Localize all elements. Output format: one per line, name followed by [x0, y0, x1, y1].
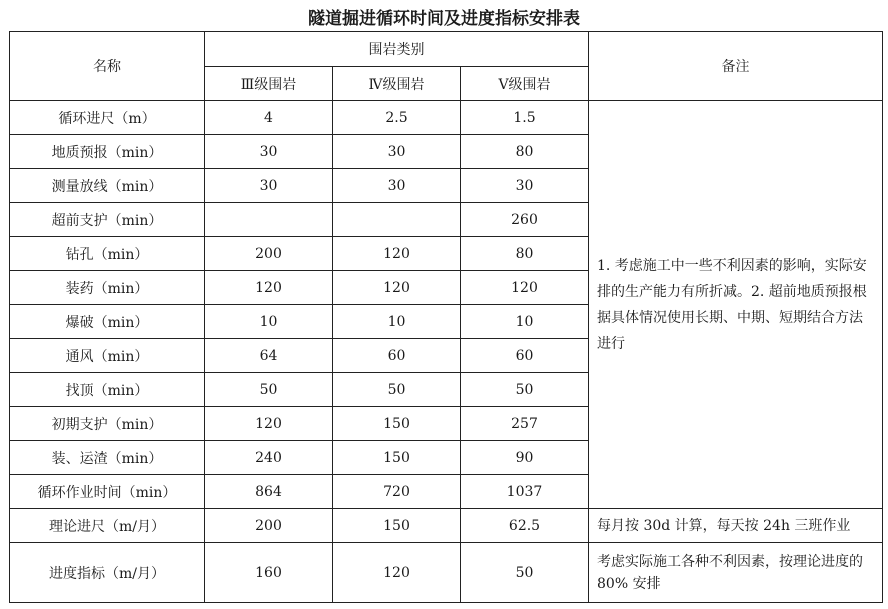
cell-grade-3: 240 [205, 441, 333, 475]
table-row [10, 101, 883, 135]
header-grade-3: Ⅲ级围岩 [205, 67, 333, 101]
header-grade-5: Ⅴ级围岩 [461, 67, 589, 101]
row-name: 装、运渣（min） [10, 441, 205, 475]
cell-grade-3: 64 [205, 339, 333, 373]
cell-grade-4: 150 [333, 407, 461, 441]
cell-grade-5: 1037 [461, 475, 589, 509]
cell-grade-4: 30 [333, 169, 461, 203]
cell-grade-5: 120 [461, 271, 589, 305]
cell-grade-4 [333, 203, 461, 237]
cell-grade-3: 160 [205, 543, 333, 603]
cell-grade-4: 150 [333, 509, 461, 543]
cell-grade-3: 120 [205, 407, 333, 441]
row-name: 测量放线（min） [10, 169, 205, 203]
row-name: 钻孔（min） [10, 237, 205, 271]
cell-grade-5: 1.5 [461, 101, 589, 135]
cell-grade-5: 30 [461, 169, 589, 203]
cell-grade-4: 120 [333, 543, 461, 603]
cell-grade-3: 200 [205, 237, 333, 271]
remark-progress: 考虑实际施工各种不利因素，按理论进度的 80% 安排 [589, 543, 883, 603]
cell-grade-5: 260 [461, 203, 589, 237]
cell-grade-5: 80 [461, 237, 589, 271]
cell-grade-5: 50 [461, 373, 589, 407]
cell-grade-4: 720 [333, 475, 461, 509]
header-rock-category: 围岩类别 [205, 32, 589, 67]
header-grade-4: Ⅳ级围岩 [333, 67, 461, 101]
row-name: 爆破（min） [10, 305, 205, 339]
table-row [10, 543, 883, 603]
row-name: 初期支护（min） [10, 407, 205, 441]
cell-grade-4: 120 [333, 237, 461, 271]
table-title: 隧道掘进循环时间及进度指标安排表 [308, 9, 580, 29]
cell-grade-4: 2.5 [333, 101, 461, 135]
cell-grade-4: 10 [333, 305, 461, 339]
table-row [10, 509, 883, 543]
cell-grade-3: 10 [205, 305, 333, 339]
header-name: 名称 [10, 32, 205, 101]
row-name: 理论进尺（m/月） [10, 509, 205, 543]
cell-grade-4: 120 [333, 271, 461, 305]
cell-grade-5: 80 [461, 135, 589, 169]
cell-grade-3 [205, 203, 333, 237]
cell-grade-3: 30 [205, 169, 333, 203]
cell-grade-3: 200 [205, 509, 333, 543]
cell-grade-4: 150 [333, 441, 461, 475]
cell-grade-4: 50 [333, 373, 461, 407]
cell-grade-3: 4 [205, 101, 333, 135]
cell-grade-3: 864 [205, 475, 333, 509]
cell-grade-5: 10 [461, 305, 589, 339]
remark-cycle: 1. 考虑施工中一些不利因素的影响，实际安排的生产能力有所折减。2. 超前地质预报根据具体情况使用长期、中期、短期结合方法进行 [589, 101, 883, 509]
cell-grade-3: 120 [205, 271, 333, 305]
schedule-table [9, 31, 883, 603]
cell-grade-5: 60 [461, 339, 589, 373]
cell-grade-3: 30 [205, 135, 333, 169]
row-name: 找顶（min） [10, 373, 205, 407]
row-name: 循环作业时间（min） [10, 475, 205, 509]
cell-grade-5: 62.5 [461, 509, 589, 543]
cell-grade-4: 60 [333, 339, 461, 373]
cell-grade-3: 50 [205, 373, 333, 407]
row-name: 装药（min） [10, 271, 205, 305]
remark-theory: 每月按 30d 计算，每天按 24h 三班作业 [589, 509, 883, 543]
header-remark: 备注 [589, 32, 883, 101]
row-name: 循环进尺（m） [10, 101, 205, 135]
row-name: 进度指标（m/月） [10, 543, 205, 603]
cell-grade-5: 90 [461, 441, 589, 475]
row-name: 地质预报（min） [10, 135, 205, 169]
cell-grade-5: 50 [461, 543, 589, 603]
row-name: 通风（min） [10, 339, 205, 373]
cell-grade-5: 257 [461, 407, 589, 441]
row-name: 超前支护（min） [10, 203, 205, 237]
cell-grade-4: 30 [333, 135, 461, 169]
